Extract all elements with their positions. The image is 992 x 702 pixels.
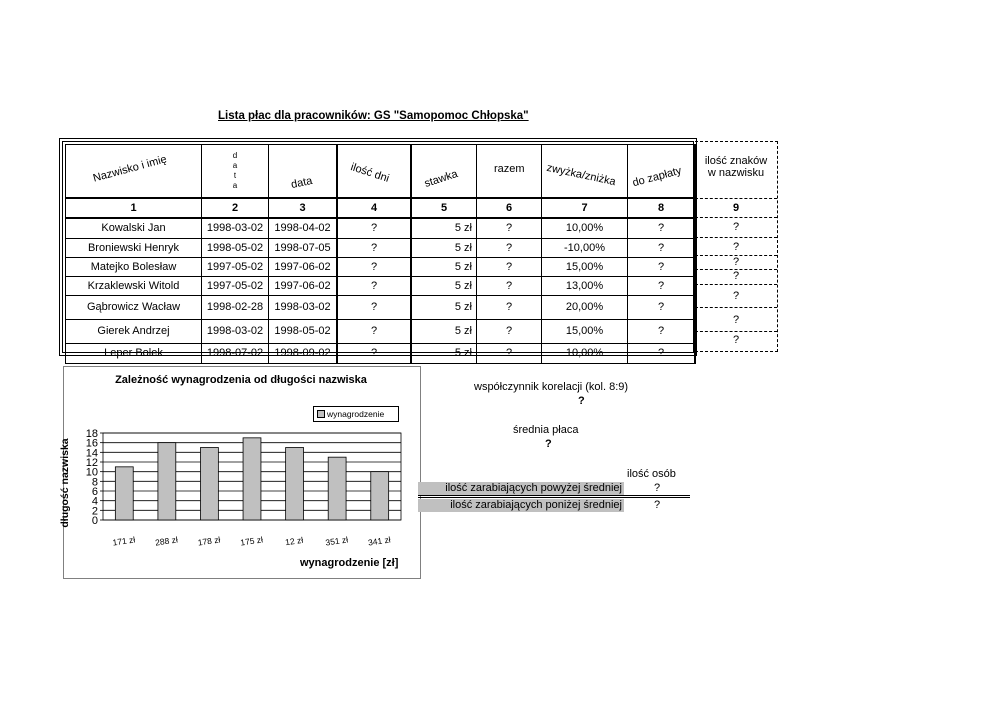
- table-row: [66, 319, 696, 343]
- col-num: 3: [269, 198, 338, 218]
- cell-zwyzka: 15,00%: [542, 257, 628, 276]
- cell-date1: 1998-07-02: [202, 343, 269, 363]
- chart-y-axis-label: długość nazwiska: [59, 438, 71, 528]
- cell-dni: ?: [337, 319, 411, 343]
- cell-zaplata: ?: [628, 295, 696, 319]
- cell-name: Gierek Andrzej: [66, 319, 202, 343]
- table-row: [66, 257, 696, 276]
- cell-dni: ?: [337, 218, 411, 238]
- cell-znaki: ?: [732, 256, 740, 268]
- cell-razem: ?: [477, 238, 542, 257]
- x-tick-label: 175 zł: [239, 534, 264, 548]
- above-average-value: ?: [654, 482, 661, 494]
- cell-date1: 1998-03-02: [202, 218, 269, 238]
- header-data-vertical-label: d a t a: [232, 151, 238, 190]
- header-stawka: [411, 145, 477, 199]
- cell-dni: ?: [337, 343, 411, 363]
- bar: [200, 448, 218, 521]
- header-ilosc-dni-label: ilość dni: [349, 161, 391, 185]
- bar: [328, 457, 346, 520]
- cell-zwyzka: 15,00%: [542, 319, 628, 343]
- cell-date1: 1998-02-28: [202, 295, 269, 319]
- cell-name: Broniewski Henryk: [66, 238, 202, 257]
- cell-zwyzka: 10,00%: [542, 218, 628, 238]
- dash-divider: [695, 198, 777, 199]
- col-num: 7: [542, 198, 628, 218]
- x-tick-label: 351 zł: [324, 534, 349, 548]
- table-row: [66, 238, 696, 257]
- bar: [286, 448, 304, 521]
- payroll-table: [65, 144, 696, 364]
- cell-znaki: ?: [732, 290, 740, 302]
- header-zwyzka: [542, 145, 628, 199]
- y-tick-label: 10: [85, 466, 98, 479]
- y-tick-label: 18: [85, 428, 98, 440]
- cell-zaplata: ?: [628, 218, 696, 238]
- header-do-zaplaty-label: do zapłaty: [631, 164, 683, 190]
- y-tick-label: 6: [91, 486, 98, 498]
- cell-date2: 1998-09-02: [269, 343, 338, 363]
- legend-label: wynagrodzenie: [327, 409, 385, 419]
- dash-divider: [695, 237, 777, 238]
- x-tick-label: 288 zł: [154, 534, 179, 548]
- cell-stawka: 5 zł: [411, 319, 477, 343]
- x-tick-label: 12 zł: [284, 534, 304, 548]
- header-data2: [269, 145, 338, 199]
- dash-divider: [695, 307, 777, 308]
- bar: [158, 443, 176, 520]
- table-row: [66, 295, 696, 319]
- page-title: Lista płac dla pracowników: GS "Samopomoc Chłopska": [218, 110, 529, 122]
- cell-zaplata: ?: [628, 343, 696, 363]
- cell-znaki: ?: [732, 221, 740, 233]
- cell-zwyzka: -10,00%: [542, 238, 628, 257]
- table-row: [66, 218, 696, 238]
- y-tick-label: 4: [91, 495, 98, 508]
- cell-date1: 1998-03-02: [202, 319, 269, 343]
- cell-date2: 1998-07-05: [269, 238, 338, 257]
- cell-razem: ?: [477, 319, 542, 343]
- cell-razem: ?: [477, 343, 542, 363]
- bar: [371, 472, 389, 520]
- cell-dni: ?: [337, 276, 411, 295]
- cell-zaplata: ?: [628, 319, 696, 343]
- dash-divider: [695, 284, 777, 285]
- cell-date1: 1997-05-02: [202, 276, 269, 295]
- header-name-label: Nazwisko i imię: [91, 153, 169, 185]
- divider-line: [418, 495, 690, 496]
- y-tick-label: 8: [91, 476, 98, 489]
- header-data-vertical: [202, 145, 269, 199]
- correlation-label: współczynnik korelacji (kol. 8:9): [474, 381, 629, 393]
- col-num: 9: [732, 202, 740, 214]
- cell-name: Kowalski Jan: [66, 218, 202, 238]
- below-average-value: ?: [654, 499, 661, 511]
- cell-stawka: 5 zł: [411, 295, 477, 319]
- cell-razem: ?: [477, 276, 542, 295]
- header-razem: [477, 145, 542, 199]
- below-average-label: ilość zarabiających poniżej średniej: [418, 499, 624, 512]
- cell-zaplata: ?: [628, 276, 696, 295]
- cell-date2: 1997-06-02: [269, 276, 338, 295]
- correlation-value: ?: [578, 395, 585, 407]
- above-average-label: ilość zarabiających powyżej średniej: [418, 482, 624, 495]
- cell-stawka: 5 zł: [411, 218, 477, 238]
- cell-znaki: ?: [732, 334, 740, 346]
- cell-dni: ?: [337, 295, 411, 319]
- header-stawka-label: stawka: [422, 168, 460, 190]
- average-pay-value: ?: [545, 438, 552, 450]
- cell-znaki: ?: [732, 270, 740, 282]
- cell-date1: 1998-05-02: [202, 238, 269, 257]
- header-razem-label: razem: [494, 163, 525, 175]
- table-row: [66, 343, 696, 363]
- y-tick-label: 14: [85, 447, 98, 460]
- table-header-row: [66, 145, 696, 199]
- average-pay-label: średnia płaca: [513, 424, 579, 436]
- cell-znaki: ?: [732, 314, 740, 326]
- header-zwyzka-label: zwyżka/zniżka: [545, 161, 617, 189]
- cell-zaplata: ?: [628, 257, 696, 276]
- header-name: [66, 145, 202, 199]
- header-ilosc-znakow: ilość znaków w nazwisku: [704, 155, 768, 179]
- divider-line: [418, 497, 690, 498]
- cell-date2: 1998-05-02: [269, 319, 338, 343]
- cell-stawka: 5 zł: [411, 276, 477, 295]
- bar: [243, 438, 261, 520]
- cell-zwyzka: 10,00%: [542, 343, 628, 363]
- cell-dni: ?: [337, 238, 411, 257]
- y-tick-label: 12: [85, 457, 98, 469]
- chart-title: Zależność wynagrodzenia od długości nazwiska: [115, 374, 367, 386]
- cell-stawka: 5 zł: [411, 343, 477, 363]
- y-tick-label: 0: [91, 515, 98, 527]
- x-tick-label: 178 zł: [197, 534, 221, 548]
- col-num: 8: [628, 198, 696, 218]
- cell-zwyzka: 13,00%: [542, 276, 628, 295]
- y-tick-label: 2: [91, 505, 98, 518]
- people-count-label: ilość osób: [627, 468, 676, 480]
- bar-chart: [63, 366, 419, 577]
- cell-date2: 1998-04-02: [269, 218, 338, 238]
- cell-name: Leper Bolek: [66, 343, 202, 363]
- cell-date2: 1998-03-02: [269, 295, 338, 319]
- chart-x-axis-label: wynagrodzenie [zł]: [300, 557, 399, 569]
- cell-razem: ?: [477, 218, 542, 238]
- cell-name: Krzaklewski Witold: [66, 276, 202, 295]
- header-do-zaplaty: [628, 145, 696, 199]
- column-number-row: [66, 198, 696, 218]
- cell-zaplata: ?: [628, 238, 696, 257]
- cell-znaki: ?: [732, 241, 740, 253]
- cell-zwyzka: 20,00%: [542, 295, 628, 319]
- bar: [115, 467, 133, 520]
- col-num: 6: [477, 198, 542, 218]
- dash-divider: [695, 217, 777, 218]
- cell-dni: ?: [337, 257, 411, 276]
- dash-divider: [695, 331, 777, 332]
- cell-name: Gąbrowicz Wacław: [66, 295, 202, 319]
- cell-name: Matejko Bolesław: [66, 257, 202, 276]
- x-tick-label: 341 zł: [367, 534, 392, 548]
- header-data2-label: data: [289, 174, 314, 192]
- cell-date2: 1997-06-02: [269, 257, 338, 276]
- header-ilosc-dni: [337, 145, 411, 199]
- cell-stawka: 5 zł: [411, 238, 477, 257]
- col-num: 1: [66, 198, 202, 218]
- x-tick-label: 171 zł: [111, 534, 136, 548]
- col-num: 4: [337, 198, 411, 218]
- cell-stawka: 5 zł: [411, 257, 477, 276]
- cell-razem: ?: [477, 257, 542, 276]
- table-row: [66, 276, 696, 295]
- y-tick-label: 16: [85, 437, 98, 450]
- cell-razem: ?: [477, 295, 542, 319]
- cell-date1: 1997-05-02: [202, 257, 269, 276]
- col-num: 2: [202, 198, 269, 218]
- col-num: 5: [411, 198, 477, 218]
